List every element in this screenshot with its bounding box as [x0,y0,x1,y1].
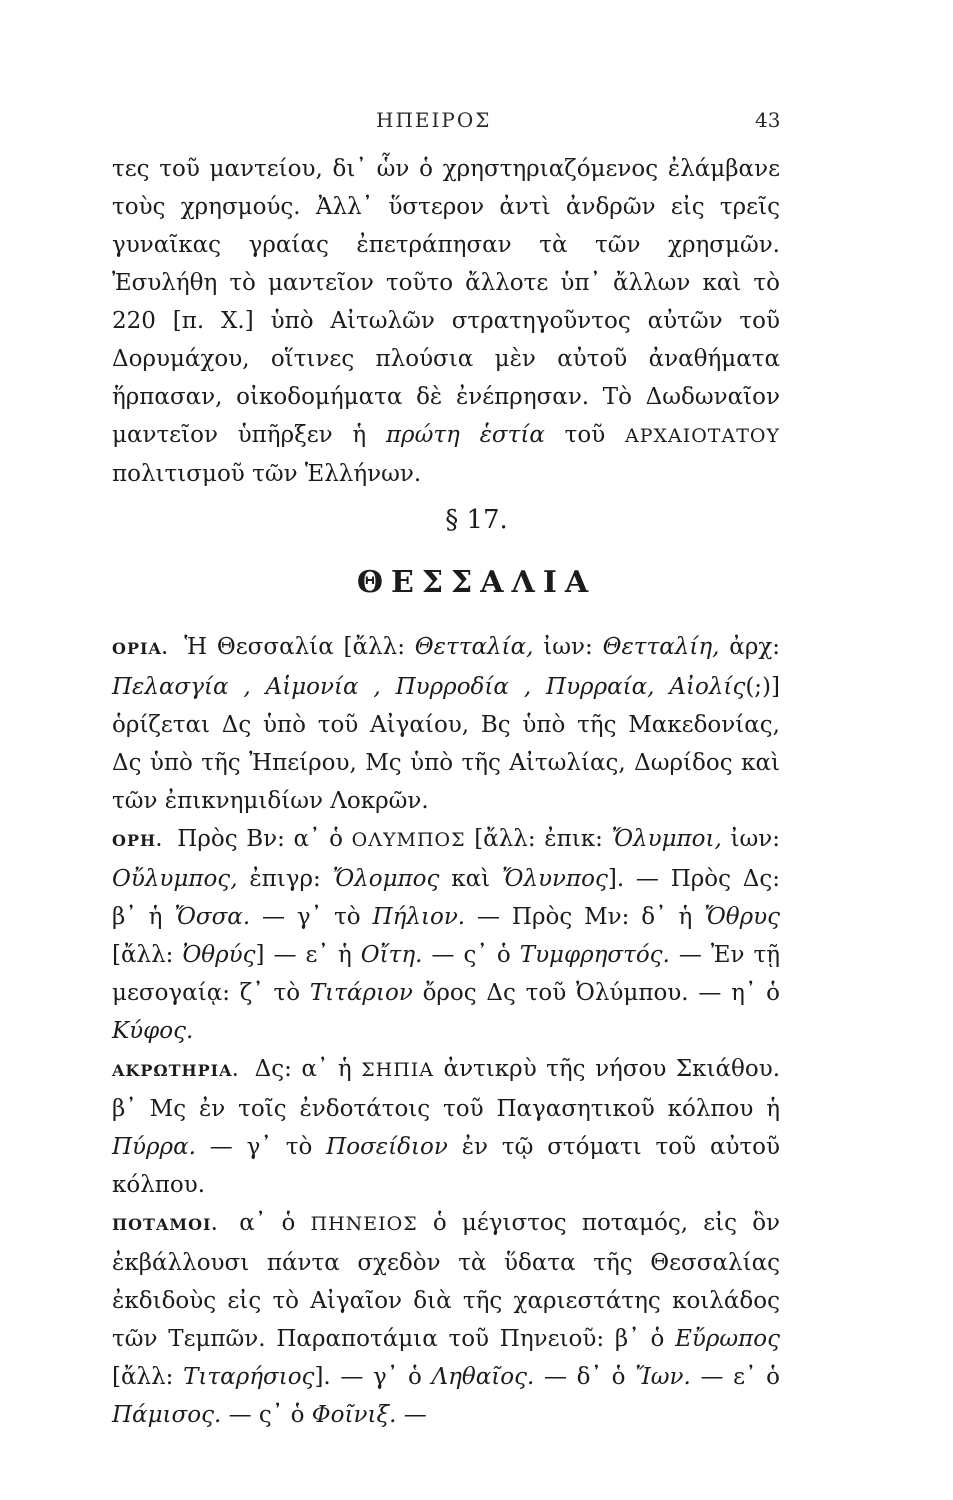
entry-text: [ἄλλ: ἐπικ: [474,826,603,852]
entry-italic: Οὔλυμπος, [112,866,238,892]
entry-italic: Ὄθρυς [704,904,780,930]
entry-italic: Πύρρα. [112,1134,196,1160]
entry-text: ἰων: [543,634,593,660]
entry-label: ΑΚΡΩΤΗΡΙΑ. [112,1061,240,1080]
intro-text-1: τες τοῦ μαντείου, δι᾽ ὧν ὁ χρηστηριαζόμενος ἐλάμβανε τοὺς χρησμούς. Ἀλλ᾽ ὕστερον ἀντὶ ἀνδρῶν εἰς τρεῖς γυναῖκας γραίας ἐπετράπησαν τὰ τῶν χρησμῶν. Ἐσυλήθη τὸ μαντεῖον τοῦτο ἄλλοτε ὑπ᾽ ἄλλων καὶ τὸ 220 [π. Χ.] ὑπὸ Αἰτωλῶν στρατηγοῦντος αὐτῶν τοῦ Δορυμάχου, οἵτινες πλούσια μὲν αὐτοῦ ἀναθήματα ἥρπασαν, οἰκοδομήματα δὲ ἐνέπρησαν. Τὸ Δωδωναῖον μαντεῖον ὑπῆρξεν ἡ [112,156,780,448]
entry-caps: ΣΗΠΙΑ [361,1059,435,1081]
entry-italic: Τυμφρηστός. [519,942,670,968]
entry-italic: Ἴων. [635,1364,691,1390]
entry-text: ἀντικρὺ τῆς νήσου Σκιάθου. β᾽ Μς ἐν τοῖς ἐνδοτάτοις τοῦ Παγασητικοῦ κόλπου ἡ [112,1056,781,1122]
entry-text: — ς᾽ ὁ [228,1402,305,1428]
entry-italic: Πάμισος. [112,1402,222,1428]
entry-text: — [403,1402,427,1428]
entry-italic: Τιταρήσιος [183,1364,315,1390]
page-number: 43 [755,108,781,132]
entry-italic: Οἴτη. [360,942,423,968]
entry-italic: Ὄσσα. [174,904,251,930]
entry-italic: Ὄλυνπος [501,866,608,892]
entry-italic: Θετταλία, [414,634,534,660]
entry-text: ]. — γ᾽ ὁ [314,1364,422,1390]
entry-label: ΟΡΙΑ. [112,639,169,658]
entry-italic: Κύφος. [112,1018,194,1044]
entry-text: καὶ [451,866,491,892]
entry-italic: Ποσείδιον [326,1134,448,1160]
running-title: ΗΠΕΙΡΟΣ [376,108,492,132]
entry-italic: Ληθαῖος. [431,1364,535,1390]
entry-label: ΟΡΗ. [112,831,163,850]
entry-italic: Εὔρωπος [675,1326,781,1352]
entry-text: — Πρὸς Μν: δ᾽ ἡ [477,904,693,930]
entry-text: Δς: α᾽ ἡ [254,1056,352,1082]
entry-italic: Τιτάριον [309,980,413,1006]
entry-italic: Ὀθρύς [182,942,256,968]
entry-italic: Πήλιον. [372,904,466,930]
entry-caps: ΠΗΝΕΙΟΣ [310,1213,418,1235]
entry-text: ]. — Πρὸς Δς: β᾽ ἡ [112,866,781,930]
entry-text: α᾽ ὁ [239,1210,296,1236]
entry-oria [112,628,780,820]
entry-text: [ἄλλ: [112,942,174,968]
entry-text: ἐπιγρ: [249,866,321,892]
intro-caps: ΑΡΧΑΙΟΤΑΤΟΥ [624,425,780,447]
section-title: ΘΕΣΣΑΛΙΑ [356,565,597,600]
entry-italic: Θετταλίη, [602,634,720,660]
entry-text: — Ἐν τῇ μεσογαίᾳ: ζ᾽ τὸ [112,942,781,1006]
entry-italic: Πελασγία , Αἱμονία , Πυρροδία , Πυρραία, Αἰολίς [112,674,746,700]
running-head [0,108,953,138]
entry-text: — γ᾽ τὸ [262,904,361,930]
entry-italic: Ὄλυμποι, [611,826,722,852]
entry-akrotiria [112,1050,780,1204]
entry-text: — ε᾽ ὁ [700,1364,781,1390]
entry-caps: ΟΛΥΜΠΟΣ [351,829,466,851]
entry-text: — δ᾽ ὁ [543,1364,626,1390]
entry-text: — γ᾽ τὸ [209,1134,313,1160]
intro-paragraph [112,150,780,493]
entry-text: (;)] ὁρίζεται Δς ὑπὸ τοῦ Αἰγαίου, Βς ὑπὸ τῆς Μακεδονίας, Δς ὑπὸ τῆς Ἠπείρου, Μς ὑπὸ τῆς Αἰτωλίας, Δωρίδος καὶ τῶν ἐπικνημιδίων Λοκρῶν. [112,674,780,814]
entry-text: ἐν τῷ στόματι τοῦ αὐτοῦ κόλπου. [112,1134,781,1198]
entry-text: Ἡ Θεσσαλία [ἄλλ: [184,634,405,660]
entry-italic: Ὄλομπος [332,866,440,892]
intro-text-2: τοῦ [564,422,606,448]
entry-text: ἀρχ: [729,634,781,660]
entry-text: ὄρος Δς τοῦ Ὀλύμπου. — η᾽ ὁ [422,980,780,1006]
entry-text: Πρὸς Βν: α᾽ ὁ [177,826,344,852]
entries-block [112,628,780,1434]
entry-label: ΠΟΤΑΜΟΙ. [112,1215,219,1234]
entry-ori [112,820,780,1050]
section-number: § 17. [445,505,508,535]
intro-text-3: πολιτισμοῦ τῶν Ἑλλήνων. [112,461,422,487]
entry-italic: Φοῖνιξ. [311,1402,397,1428]
entry-text: ] — ε᾽ ἡ [255,942,352,968]
entry-potamoi [112,1204,780,1434]
entry-text: ἰων: [730,826,780,852]
entry-text: [ἄλλ: [112,1364,174,1390]
entry-text: ὁ μέγιστος ποταμός, εἰς ὃν ἐκβάλλουσι πάντα σχεδὸν τὰ ὕδατα τῆς Θεσσαλίας ἐκδιδοὺς εἰς τὸ Αἰγαῖον διὰ τῆς χαριεστάτης κοιλάδος τῶν Τεμπῶν. Παραποτάμια τοῦ Πηνειοῦ: β᾽ ὁ [112,1210,781,1352]
intro-emphasis: πρώτη ἑστία [385,422,545,448]
entry-text: — ς᾽ ὁ [431,942,511,968]
